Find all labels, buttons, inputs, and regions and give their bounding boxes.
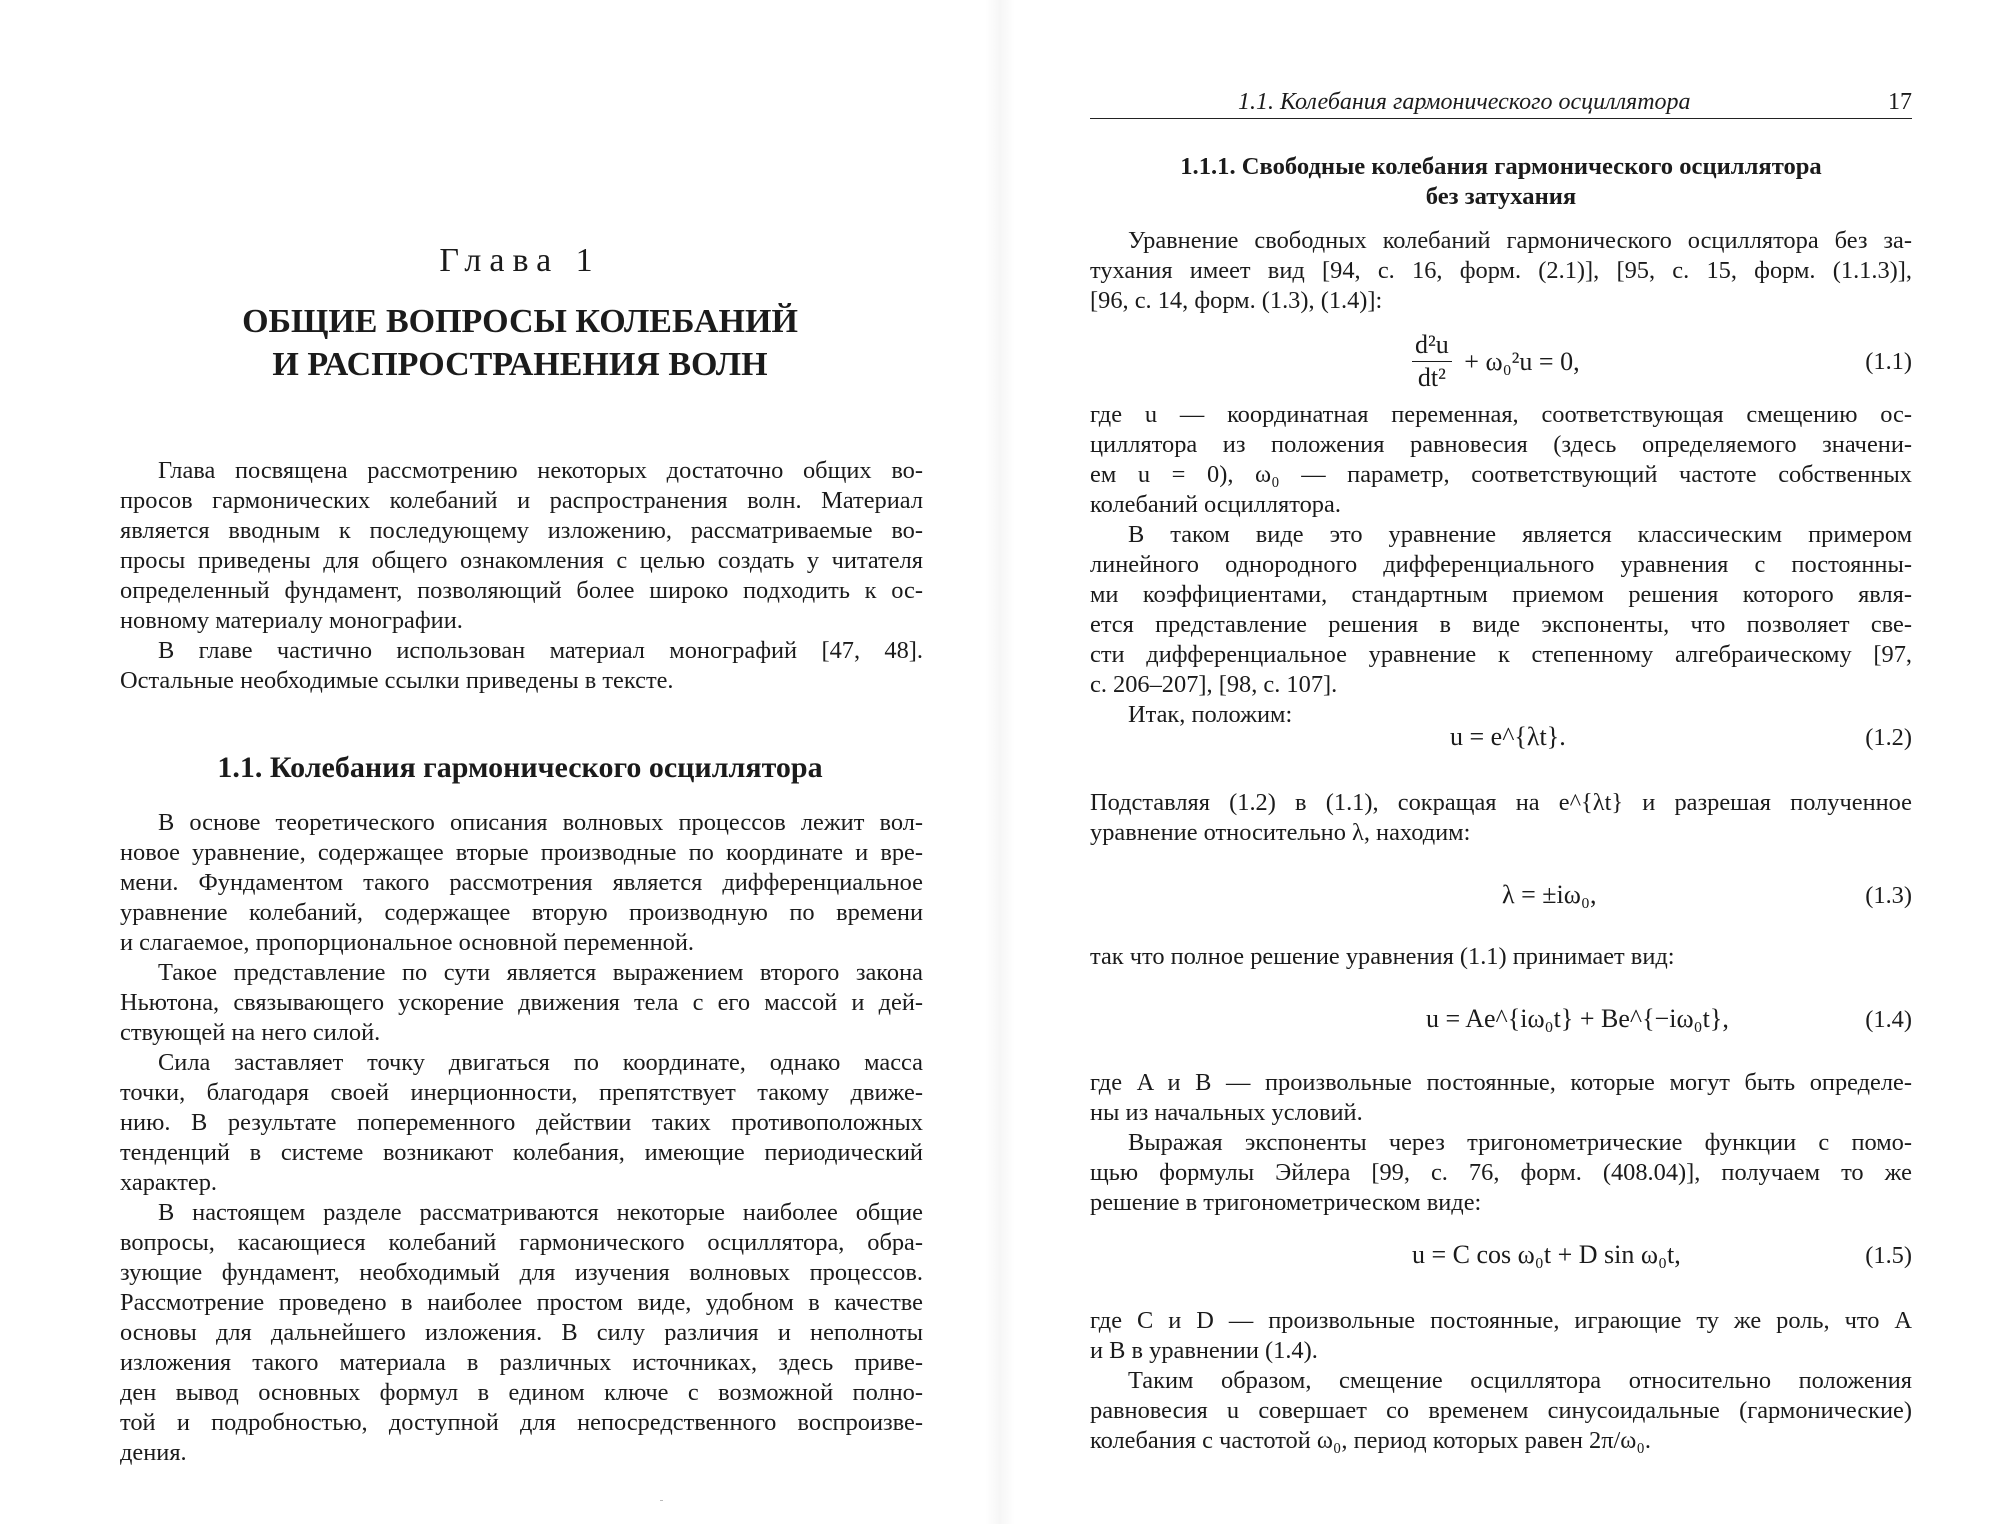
- text-line: тухания имеет вид [94, с. 16, форм. (2.1)], [95, с. 15, форм. (1.1.3)],: [1090, 257, 1912, 284]
- right-page: [1000, 0, 2000, 1524]
- equation-rest: + ω₀²u = 0,: [1464, 346, 1580, 376]
- text-line: равновесия u совершает со временем синусоидальные (гармонические): [1090, 1397, 1912, 1424]
- text-line: Подставляя (1.2) в (1.1), сокращая на e^{λt} и разрешая полученное: [1090, 789, 1912, 816]
- chapter-label: Глава 1: [439, 242, 601, 279]
- equation-body: λ = ±iω₀,: [1502, 880, 1597, 909]
- text-line: Такое представление по сути является выражением второго закона: [158, 959, 923, 986]
- text-line: где u — координатная переменная, соответствующая смещению ос-: [1090, 401, 1912, 428]
- text-line: новному материалу монографии.: [120, 607, 463, 634]
- paragraph-2: [1090, 400, 1912, 730]
- fraction-denominator: dt²: [1417, 363, 1446, 392]
- equation-body: u = C cos ω₀t + D sin ω₀t,: [1412, 1240, 1681, 1269]
- text-line: уравнение относительно λ, находим:: [1090, 819, 1471, 846]
- scan-speck: [660, 1500, 663, 1501]
- text-line: Остальные необходимые ссылки приведены в тексте.: [120, 667, 674, 694]
- chapter-title-line: ОБЩИЕ ВОПРОСЫ КОЛЕБАНИЙ: [242, 303, 798, 340]
- text-line: Сила заставляет точку двигаться по координате, однако масса: [158, 1049, 923, 1076]
- text-line: ден вывод основных формул в едином ключе с возможной полно-: [120, 1379, 923, 1406]
- text-line: В настоящем разделе рассматриваются некоторые наиболее общие: [158, 1199, 923, 1226]
- text-line: В таком виде это уравнение является классическим примером: [1128, 521, 1912, 548]
- text-line: характер.: [120, 1169, 218, 1196]
- text-line: ется представление решения в виде экспоненты, что позволяет све-: [1090, 611, 1912, 638]
- equation-1-4: [1090, 1004, 1912, 1040]
- text-line: просов гармонических колебаний и распространения волн. Материал: [120, 487, 923, 514]
- text-line: Ньютона, связывающего ускорение движения тела с его массой и дей-: [120, 989, 923, 1016]
- text-line: Рассмотрение проведено в наиболее простом виде, удобном в качестве: [120, 1289, 923, 1316]
- text-line: точки, благодаря своей инерционности, препятствует такому движе-: [120, 1079, 923, 1106]
- equation-1-2: [1090, 722, 1912, 758]
- text-line: ствующей на него силой.: [120, 1019, 381, 1046]
- text-line: Таким образом, смещение осциллятора относительно положения: [1128, 1367, 1912, 1394]
- text-line: вопросы, касающиеся колебаний гармонического осциллятора, обра-: [120, 1229, 923, 1256]
- text-line: тенденций в системе возникают колебания, имеющие периодический: [120, 1139, 923, 1166]
- equation-body: u = Ae^{iω₀t} + Be^{−iω₀t},: [1426, 1004, 1729, 1033]
- text-line: сти дифференциальное уравнение к степенному алгебраическому [97,: [1090, 641, 1912, 668]
- equation-1-5: [1090, 1240, 1912, 1276]
- text-line: В главе частично использован материал монографий [47, 48].: [158, 637, 923, 664]
- text-line: и B в уравнении (1.4).: [1090, 1337, 1318, 1364]
- text-line: и слагаемое, пропорциональное основной переменной.: [120, 929, 695, 956]
- text-line: колебания с частотой ω₀, период которых равен 2π/ω₀.: [1090, 1427, 1651, 1454]
- paragraph-6: [1090, 1306, 1912, 1456]
- text-line: мени. Фундаментом такого рассмотрения является дифференциальное: [120, 869, 923, 896]
- text-line: линейного однородного дифференциального уравнения с постоянны-: [1090, 551, 1912, 578]
- text-line: основы для дальнейшего изложения. В силу различия и неполноты: [120, 1319, 923, 1346]
- text-line: так что полное решение уравнения (1.1) принимает вид:: [1090, 943, 1675, 970]
- text-line: просы приведены для общего ознакомления с целью создать у читателя: [120, 547, 923, 574]
- text-line: Выражая экспоненты через тригонометрические функции с помо-: [1128, 1129, 1912, 1156]
- page-number: 17: [1888, 89, 1912, 115]
- section-body: [120, 808, 923, 1468]
- text-line: определенный фундамент, позволяющий более широко подходить к ос-: [120, 577, 923, 604]
- running-head-title: 1.1. Колебания гармонического осциллятора: [1238, 89, 1691, 115]
- text-line: где A и B — произвольные постоянные, которые могут быть определе-: [1090, 1069, 1912, 1096]
- chapter-title-line: И РАСПРОСТРАНЕНИЯ ВОЛН: [272, 346, 768, 383]
- text-line: циллятора из положения равновесия (здесь определяемого значени-: [1090, 431, 1912, 458]
- subsection-title-line: без затухания: [1425, 183, 1577, 210]
- text-line: ем u = 0), ω₀ — параметр, соответствующий частоте собственных: [1090, 461, 1912, 488]
- subsection-title: [1090, 152, 1912, 212]
- subsection-title-line: 1.1.1. Свободные колебания гармонического осциллятора: [1180, 153, 1822, 180]
- paragraph-3: [1090, 788, 1912, 848]
- equation-number: (1.1): [1865, 348, 1912, 375]
- text-line: щью формулы Эйлера [99, с. 76, форм. (408.04)], получаем то же: [1090, 1159, 1912, 1186]
- paragraph-5: [1090, 1068, 1912, 1218]
- section-title: 1.1. Колебания гармонического осциллятора: [217, 751, 823, 784]
- equation-number: (1.5): [1865, 1242, 1912, 1269]
- text-line: ми коэффициентами, стандартным приемом решения которого явля-: [1090, 581, 1912, 608]
- text-line: ны из начальных условий.: [1090, 1099, 1363, 1126]
- running-head: [1090, 86, 1912, 119]
- equation-body: u = e^{λt}.: [1450, 722, 1566, 751]
- derivative-fraction: [1412, 330, 1452, 393]
- text-line: новое уравнение, содержащее вторые производные по координате и вре-: [120, 839, 923, 866]
- paragraph-4: [1090, 942, 1912, 972]
- chapter-title: [120, 300, 920, 386]
- text-line: изложения такого материала в различных источниках, здесь приве-: [120, 1349, 923, 1376]
- text-line: дения.: [120, 1439, 187, 1466]
- equation-number: (1.4): [1865, 1006, 1912, 1033]
- text-line: зующие фундамент, необходимый для изучения волновых процессов.: [120, 1259, 923, 1286]
- equation-number: (1.3): [1865, 882, 1912, 909]
- text-line: с. 206–207], [98, с. 107].: [1090, 671, 1338, 698]
- equation-1-3: [1090, 880, 1912, 916]
- text-line: В основе теоретического описания волновых процессов лежит вол-: [158, 809, 923, 836]
- fraction-numerator: d²u: [1412, 330, 1452, 362]
- text-line: Итак, положим:: [1128, 701, 1293, 728]
- equation-number: (1.2): [1865, 724, 1912, 751]
- text-line: нию. В результате попеременного действии таких противоположных: [120, 1109, 923, 1136]
- text-line: [96, с. 14, форм. (1.3), (1.4)]:: [1090, 287, 1383, 314]
- text-line: Глава посвящена рассмотрению некоторых достаточно общих во-: [158, 457, 923, 484]
- paragraph-1: [1090, 226, 1912, 316]
- text-line: той и подробностью, доступной для непосредственного воспроизве-: [120, 1409, 923, 1436]
- text-line: Уравнение свободных колебаний гармонического осциллятора без за-: [1128, 227, 1912, 254]
- equation-1-1: [1090, 330, 1912, 396]
- text-line: уравнение колебаний, содержащее вторую производную по времени: [120, 899, 923, 926]
- text-line: является вводным к последующему изложению, рассматриваемые во-: [120, 517, 923, 544]
- chapter-intro: [120, 456, 923, 696]
- text-line: решение в тригонометрическом виде:: [1090, 1189, 1482, 1216]
- text-line: где C и D — произвольные постоянные, играющие ту же роль, что A: [1090, 1307, 1912, 1334]
- text-line: колебаний осциллятора.: [1090, 491, 1341, 518]
